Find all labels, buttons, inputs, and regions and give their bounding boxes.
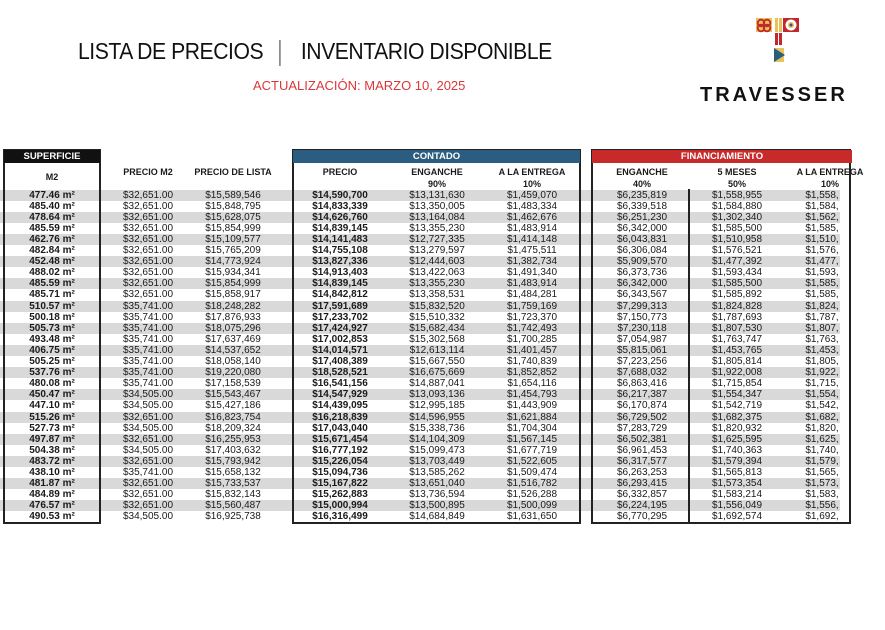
contado-precio-cell: $13,827,336 bbox=[312, 256, 368, 268]
fin-meses-cell: $1,579,394 bbox=[711, 455, 763, 467]
precio-lista-cell: $15,858,917 bbox=[205, 289, 261, 301]
fin-meses-cell: $1,625,595 bbox=[711, 433, 763, 445]
contado-entrega-cell: $1,401,457 bbox=[506, 344, 558, 356]
contado-enganche-cell: $13,350,005 bbox=[409, 200, 465, 212]
contado-enganche-cell: $14,887,041 bbox=[409, 378, 465, 390]
precio-lista-cell: $15,854,999 bbox=[205, 222, 261, 234]
fin-enganche-cell: $5,909,570 bbox=[616, 256, 668, 268]
fin-enganche-cell: $7,230,118 bbox=[617, 322, 667, 334]
contado-precio-cell: $14,547,929 bbox=[312, 389, 368, 401]
contado-precio-cell: $17,424,927 bbox=[312, 322, 368, 334]
contado-enganche-cell: $15,832,520 bbox=[409, 300, 465, 312]
superficie-header: SUPERFICIE bbox=[4, 150, 100, 163]
contado-precio-cell: $14,590,700 bbox=[312, 189, 368, 201]
contado-enganche-cell: $13,358,531 bbox=[409, 289, 465, 301]
contado-entrega-pct: 10% bbox=[522, 179, 541, 189]
contado-entrega-cell: $1,462,676 bbox=[506, 211, 558, 223]
fin-enganche-cell: $6,293,415 bbox=[616, 478, 668, 490]
fin-meses-cell: $1,573,354 bbox=[711, 478, 763, 490]
fin-enganche-header: ENGANCHE bbox=[616, 167, 668, 177]
page-title bbox=[78, 38, 552, 66]
superficie-cell: 485.40 m² bbox=[29, 200, 75, 212]
fin-enganche-cell: $6,961,453 bbox=[616, 444, 668, 456]
contado-precio-cell: $14,439,095 bbox=[312, 400, 368, 412]
superficie-cell: 447.10 m² bbox=[29, 400, 75, 412]
fin-meses-cell: $1,715,854 bbox=[711, 378, 763, 390]
contado-enganche-cell: $13,422,063 bbox=[409, 267, 465, 279]
precio-m2-cell: $32,651.00 bbox=[122, 233, 174, 245]
fin-entrega-cell: $1,807, bbox=[805, 322, 839, 334]
fin-meses-cell: $1,585,500 bbox=[711, 222, 763, 234]
contado-enganche-cell: $12,444,603 bbox=[409, 256, 465, 268]
contado-enganche-cell: $14,104,309 bbox=[409, 433, 465, 445]
contado-enganche-cell: $15,338,736 bbox=[409, 422, 465, 434]
fin-entrega-cell: $1,558, bbox=[805, 189, 839, 201]
precio-lista-cell: $15,560,487 bbox=[205, 500, 261, 512]
fin-entrega-cell: $1,715, bbox=[805, 378, 839, 390]
contado-entrega-cell: $1,621,884 bbox=[506, 411, 558, 423]
superficie-cell: 480.08 m² bbox=[29, 378, 75, 390]
contado-entrega-cell: $1,723,370 bbox=[506, 311, 558, 323]
precio-lista-cell: $14,537,652 bbox=[205, 344, 261, 356]
fin-meses-cell: $1,787,693 bbox=[711, 311, 763, 323]
precio-m2-cell: $32,651.00 bbox=[122, 256, 174, 268]
contado-precio-cell: $18,528,521 bbox=[312, 367, 368, 379]
contado-precio-cell: $14,913,403 bbox=[312, 267, 368, 279]
fin-entrega-cell: $1,510, bbox=[805, 233, 839, 245]
contado-entrega-cell: $1,654,116 bbox=[507, 378, 557, 390]
superficie-cell: 515.26 m² bbox=[29, 411, 75, 423]
superficie-cell: 476.57 m² bbox=[29, 500, 75, 512]
fin-enganche-cell: $7,150,773 bbox=[616, 311, 668, 323]
contado-entrega-cell: $1,483,914 bbox=[506, 278, 558, 290]
fin-enganche-cell: $6,342,000 bbox=[616, 278, 668, 290]
contado-entrega-cell: $1,484,281 bbox=[506, 289, 558, 301]
contado-precio-cell: $14,755,108 bbox=[312, 245, 368, 256]
superficie-cell: 477.46 m² bbox=[29, 189, 75, 201]
precio-lista-cell: $15,733,537 bbox=[205, 478, 261, 490]
contado-enganche-cell: $13,355,230 bbox=[409, 222, 465, 234]
precio-m2-cell: $32,651.00 bbox=[122, 289, 174, 301]
contado-enganche-cell: $15,302,568 bbox=[409, 333, 465, 345]
contado-precio-cell: $15,262,883 bbox=[312, 489, 368, 501]
contado-enganche-cell: $15,667,550 bbox=[409, 356, 465, 367]
contado-precio-cell: $14,839,145 bbox=[312, 278, 368, 290]
superficie-cell: 505.25 m² bbox=[29, 356, 75, 367]
contado-enganche-cell: $16,675,669 bbox=[409, 367, 465, 379]
title-divider bbox=[280, 40, 281, 66]
precio-lista-cell: $15,628,075 bbox=[205, 211, 261, 223]
superficie-cell: 452.48 m² bbox=[29, 256, 75, 268]
travesser-logo-icon bbox=[756, 18, 812, 78]
contado-enganche-cell: $12,613,114 bbox=[409, 344, 465, 356]
contado-entrega-cell: $1,483,334 bbox=[506, 200, 558, 212]
precio-m2-cell: $32,651.00 bbox=[122, 267, 174, 279]
fin-enganche-cell: $6,770,295 bbox=[616, 511, 668, 523]
precio-lista-cell: $16,823,754 bbox=[205, 411, 261, 423]
precio-lista-cell: $15,589,546 bbox=[205, 189, 261, 201]
contado-precio-cell: $14,141,483 bbox=[312, 233, 368, 245]
superficie-cell: 481.87 m² bbox=[29, 478, 75, 490]
superficie-cell: 478.64 m² bbox=[29, 211, 75, 223]
fin-meses-cell: $1,583,214 bbox=[711, 489, 763, 501]
precio-lista-cell: $15,658,132 bbox=[205, 467, 261, 478]
superficie-cell: 505.73 m² bbox=[29, 322, 75, 334]
fin-enganche-cell: $6,224,195 bbox=[616, 500, 668, 512]
brand-name: TRAVESSER bbox=[700, 84, 848, 106]
fin-meses-cell: $1,692,574 bbox=[711, 511, 763, 523]
contado-entrega-cell: $1,522,605 bbox=[506, 455, 558, 467]
contado-enganche-header: ENGANCHE bbox=[411, 167, 463, 177]
fin-entrega-cell: $1,585, bbox=[805, 289, 839, 301]
contado-precio-cell: $16,218,839 bbox=[312, 411, 368, 423]
contado-entrega-cell: $1,509,474 bbox=[506, 467, 558, 478]
precio-lista-cell: $15,854,999 bbox=[205, 278, 261, 290]
contado-entrega-cell: $1,704,304 bbox=[506, 422, 558, 434]
contado-precio-cell: $17,591,689 bbox=[312, 300, 368, 312]
fin-meses-cell: $1,558,955 bbox=[711, 189, 763, 201]
contado-enganche-cell: $13,093,136 bbox=[409, 389, 465, 401]
precio-m2-cell: $32,651.00 bbox=[122, 433, 174, 445]
contado-entrega-cell: $1,459,070 bbox=[506, 189, 558, 201]
contado-enganche-cell: $13,279,597 bbox=[409, 245, 465, 256]
fin-enganche-cell: $5,815,061 bbox=[616, 344, 668, 356]
contado-entrega-header: A LA ENTREGA bbox=[498, 167, 566, 177]
fin-entrega-cell: $1,682, bbox=[805, 411, 839, 423]
fin-meses-cell: $1,805,814 bbox=[711, 356, 763, 367]
fin-meses-cell: $1,542,719 bbox=[711, 400, 763, 412]
contado-entrega-cell: $1,516,782 bbox=[506, 478, 558, 490]
title-inventory: INVENTARIO DISPONIBLE bbox=[300, 38, 552, 64]
contado-header: CONTADO bbox=[293, 150, 580, 163]
superficie-cell: 485.59 m² bbox=[29, 222, 75, 234]
contado-entrega-cell: $1,526,288 bbox=[506, 489, 558, 501]
fin-meses-cell: $1,585,892 bbox=[711, 289, 763, 301]
precio-m2-cell: $35,741.00 bbox=[122, 467, 174, 478]
precio-m2-cell: $32,651.00 bbox=[122, 489, 174, 501]
superficie-cell: 504.38 m² bbox=[29, 444, 75, 456]
precio-m2-cell: $32,651.00 bbox=[122, 455, 174, 467]
superficie-cell: 482.84 m² bbox=[29, 245, 75, 256]
precio-m2-cell: $35,741.00 bbox=[122, 311, 174, 323]
contado-precio-cell: $15,671,454 bbox=[312, 433, 368, 445]
superficie-cell: 488.02 m² bbox=[29, 267, 75, 279]
precio-lista-cell: $18,248,282 bbox=[205, 300, 261, 312]
precio-m2-cell: $34,505.00 bbox=[122, 422, 174, 434]
fin-entrega-cell: $1,565, bbox=[805, 467, 839, 478]
fin-entrega-cell: $1,562, bbox=[805, 211, 839, 223]
contado-enganche-cell: $12,995,185 bbox=[409, 400, 465, 412]
fin-meses-cell: $1,453,765 bbox=[711, 344, 763, 356]
fin-enganche-cell: $6,342,000 bbox=[616, 222, 668, 234]
title-price-list: LISTA DE PRECIOS bbox=[78, 38, 264, 64]
contado-entrega-cell: $1,491,340 bbox=[506, 267, 558, 279]
contado-precio-cell: $14,839,145 bbox=[312, 222, 368, 234]
fin-enganche-cell: $6,251,230 bbox=[616, 211, 668, 223]
fin-enganche-cell: $6,339,518 bbox=[616, 200, 668, 212]
fin-entrega-cell: $1,584, bbox=[805, 200, 839, 212]
contado-precio-cell: $14,014,571 bbox=[312, 344, 368, 356]
superficie-cell: 493.48 m² bbox=[29, 333, 75, 345]
precio-lista-cell: $17,876,933 bbox=[205, 311, 261, 323]
precio-lista-cell: $19,220,080 bbox=[205, 367, 261, 379]
precio-m2-cell: $32,651.00 bbox=[122, 200, 174, 212]
fin-entrega-pct: 10% bbox=[820, 179, 839, 189]
contado-enganche-cell: $13,736,594 bbox=[409, 489, 465, 501]
precio-lista-cell: $15,793,942 bbox=[205, 455, 261, 467]
contado-precio-header: PRECIO bbox=[322, 167, 358, 177]
fin-entrega-cell: $1,692, bbox=[805, 511, 839, 523]
precio-m2-cell: $35,741.00 bbox=[122, 322, 174, 334]
fin-enganche-cell: $6,306,084 bbox=[616, 245, 668, 256]
contado-entrega-cell: $1,742,493 bbox=[506, 322, 558, 334]
contado-enganche-cell: $13,131,630 bbox=[409, 189, 465, 201]
contado-precio-cell: $14,842,812 bbox=[312, 289, 368, 301]
precio-lista-cell: $17,403,632 bbox=[205, 444, 261, 456]
contado-precio-cell: $15,167,822 bbox=[312, 478, 368, 490]
fin-enganche-cell: $6,332,857 bbox=[616, 489, 668, 501]
contado-precio-cell: $15,226,054 bbox=[312, 455, 368, 467]
superficie-cell: 438.10 m² bbox=[29, 467, 75, 478]
fin-enganche-cell: $6,235,819 bbox=[616, 189, 668, 201]
contado-precio-cell: $14,626,760 bbox=[312, 211, 368, 223]
contado-enganche-cell: $14,684,849 bbox=[409, 511, 465, 523]
precio-lista-cell: $16,255,953 bbox=[205, 433, 261, 445]
precio-lista-cell: $15,848,795 bbox=[205, 200, 261, 212]
precio-m2-header: PRECIO M2 bbox=[123, 167, 173, 177]
superficie-cell: 490.53 m² bbox=[29, 511, 75, 523]
superficie-cell: 484.89 m² bbox=[29, 489, 75, 501]
fin-enganche-cell: $6,373,736 bbox=[616, 267, 668, 279]
superficie-cell: 462.76 m² bbox=[29, 233, 75, 245]
precio-m2-cell: $35,741.00 bbox=[122, 344, 174, 356]
precio-m2-cell: $34,505.00 bbox=[122, 511, 174, 523]
fin-meses-cell: $1,593,434 bbox=[711, 267, 763, 279]
fin-meses-cell: $1,477,392 bbox=[711, 256, 763, 268]
contado-enganche-cell: $13,164,084 bbox=[409, 211, 465, 223]
precio-lista-cell: $17,637,469 bbox=[205, 333, 261, 345]
fin-enganche-cell: $6,217,387 bbox=[616, 389, 668, 401]
fin-entrega-cell: $1,763, bbox=[805, 333, 839, 345]
contado-enganche-cell: $12,727,335 bbox=[409, 233, 465, 245]
fin-enganche-pct: 40% bbox=[632, 179, 651, 189]
contado-enganche-pct: 90% bbox=[427, 179, 446, 189]
contado-precio-cell: $16,541,156 bbox=[312, 378, 368, 390]
fin-enganche-cell: $6,263,253 bbox=[616, 467, 668, 478]
precio-m2-cell: $35,741.00 bbox=[122, 333, 174, 345]
precio-lista-cell: $15,934,341 bbox=[205, 267, 261, 279]
fin-enganche-cell: $6,317,577 bbox=[616, 455, 668, 467]
precio-lista-cell: $17,158,539 bbox=[205, 378, 261, 390]
fin-meses-header: 5 MESES bbox=[717, 167, 757, 177]
superficie-cell: 500.18 m² bbox=[29, 311, 75, 323]
precio-m2-cell: $32,651.00 bbox=[122, 500, 174, 512]
contado-enganche-cell: $15,510,332 bbox=[409, 311, 465, 323]
fin-entrega-cell: $1,805, bbox=[805, 356, 839, 367]
contado-entrega-cell: $1,567,145 bbox=[506, 433, 558, 445]
contado-entrega-cell: $1,454,793 bbox=[506, 389, 558, 401]
fin-meses-pct: 50% bbox=[727, 179, 746, 189]
fin-enganche-cell: $6,729,502 bbox=[616, 411, 668, 423]
fin-entrega-cell: $1,573, bbox=[805, 478, 839, 490]
fin-entrega-cell: $1,824, bbox=[805, 300, 839, 312]
superficie-cell: 485.71 m² bbox=[29, 289, 75, 301]
precio-lista-cell: $18,209,324 bbox=[205, 422, 261, 434]
precio-m2-cell: $32,651.00 bbox=[122, 478, 174, 490]
fin-enganche-cell: $7,688,032 bbox=[616, 367, 668, 379]
precio-m2-cell: $35,741.00 bbox=[122, 300, 174, 312]
precio-m2-cell: $32,651.00 bbox=[122, 189, 174, 201]
contado-entrega-cell: $1,443,909 bbox=[506, 400, 558, 412]
precio-lista-cell: $15,765,209 bbox=[205, 245, 261, 256]
precio-lista-cell: $15,427,186 bbox=[205, 400, 261, 412]
contado-enganche-cell: $13,355,230 bbox=[409, 278, 465, 290]
superficie-cell: 527.73 m² bbox=[29, 422, 75, 434]
fin-meses-cell: $1,302,340 bbox=[711, 211, 763, 223]
precio-lista-cell: $18,075,296 bbox=[205, 322, 261, 334]
fin-meses-cell: $1,824,828 bbox=[711, 300, 763, 312]
fin-entrega-cell: $1,787, bbox=[805, 311, 839, 323]
fin-entrega-cell: $1,477, bbox=[805, 256, 839, 268]
fin-enganche-cell: $6,043,831 bbox=[616, 233, 668, 245]
contado-precio-cell: $17,408,389 bbox=[312, 356, 368, 367]
financiamiento-header: FINANCIAMIENTO bbox=[592, 150, 852, 163]
contado-precio-cell: $15,000,994 bbox=[312, 500, 368, 512]
contado-enganche-cell: $15,099,473 bbox=[409, 444, 465, 456]
precio-m2-cell: $32,651.00 bbox=[122, 245, 174, 256]
fin-meses-cell: $1,820,932 bbox=[711, 422, 763, 434]
contado-enganche-cell: $13,651,040 bbox=[409, 478, 465, 490]
precio-m2-cell: $32,651.00 bbox=[122, 222, 174, 234]
fin-enganche-cell: $6,863,416 bbox=[616, 378, 668, 390]
contado-entrega-cell: $1,382,734 bbox=[506, 256, 558, 268]
fin-entrega-cell: $1,625, bbox=[805, 433, 839, 445]
update-date: ACTUALIZACIÓN: MARZO 10, 2025 bbox=[253, 78, 466, 93]
contado-precio-cell: $17,043,040 bbox=[312, 422, 368, 434]
precio-m2-cell: $32,651.00 bbox=[122, 278, 174, 290]
contado-precio-cell: $16,316,499 bbox=[312, 511, 368, 523]
precio-m2-cell: $34,505.00 bbox=[122, 400, 174, 412]
superficie-cell: 483.72 m² bbox=[29, 455, 75, 467]
fin-entrega-cell: $1,453, bbox=[805, 344, 839, 356]
m2-header: M2 bbox=[45, 172, 59, 182]
fin-entrega-cell: $1,542, bbox=[805, 400, 839, 412]
fin-entrega-header: A LA ENTREGA bbox=[796, 167, 864, 177]
fin-entrega-cell: $1,579, bbox=[805, 455, 839, 467]
contado-entrega-cell: $1,631,650 bbox=[506, 511, 558, 523]
fin-meses-cell: $1,584,880 bbox=[711, 200, 763, 212]
fin-meses-cell: $1,585,500 bbox=[711, 278, 763, 290]
superficie-cell: 497.87 m² bbox=[29, 433, 75, 445]
fin-meses-cell: $1,554,347 bbox=[711, 389, 763, 401]
fin-meses-cell: $1,763,747 bbox=[711, 333, 763, 345]
precio-lista-cell: $18,058,140 bbox=[205, 356, 261, 367]
contado-enganche-cell: $13,500,895 bbox=[409, 500, 465, 512]
contado-entrega-cell: $1,677,719 bbox=[506, 444, 558, 456]
fin-enganche-cell: $6,170,874 bbox=[616, 400, 668, 412]
fin-entrega-cell: $1,583, bbox=[805, 489, 839, 501]
fin-meses-cell: $1,682,375 bbox=[711, 411, 763, 423]
contado-enganche-cell: $14,596,955 bbox=[409, 411, 465, 423]
contado-precio-cell: $14,833,339 bbox=[312, 200, 368, 212]
contado-precio-cell: $17,233,702 bbox=[312, 311, 368, 323]
precio-lista-cell: $14,773,924 bbox=[205, 256, 261, 268]
fin-entrega-cell: $1,820, bbox=[805, 422, 839, 434]
precio-lista-cell: $16,925,738 bbox=[205, 511, 261, 523]
contado-enganche-cell: $15,682,434 bbox=[409, 322, 465, 334]
fin-meses-cell: $1,565,813 bbox=[711, 467, 763, 478]
fin-meses-cell: $1,807,530 bbox=[711, 322, 763, 334]
fin-enganche-cell: $6,343,567 bbox=[616, 289, 668, 301]
contado-entrega-cell: $1,475,511 bbox=[507, 245, 557, 256]
fin-meses-cell: $1,556,049 bbox=[711, 500, 763, 512]
fin-entrega-cell: $1,740, bbox=[805, 444, 839, 456]
contado-precio-cell: $15,094,736 bbox=[312, 467, 368, 478]
fin-meses-cell: $1,576,521 bbox=[711, 245, 763, 256]
fin-entrega-cell: $1,593, bbox=[805, 267, 839, 279]
precio-lista-cell: $15,109,577 bbox=[205, 233, 261, 245]
precio-lista-cell: $15,832,143 bbox=[205, 489, 261, 501]
fin-entrega-cell: $1,556, bbox=[805, 500, 839, 512]
precio-lista-cell: $15,543,467 bbox=[205, 389, 261, 401]
contado-entrega-cell: $1,414,148 bbox=[506, 233, 558, 245]
fin-enganche-cell: $7,283,729 bbox=[616, 422, 668, 434]
fin-entrega-cell: $1,576, bbox=[805, 245, 839, 256]
superficie-cell: 537.76 m² bbox=[29, 367, 75, 379]
precio-m2-cell: $34,505.00 bbox=[122, 389, 174, 401]
precio-m2-cell: $32,651.00 bbox=[122, 211, 174, 223]
contado-entrega-cell: $1,740,839 bbox=[506, 356, 558, 367]
precio-m2-cell: $34,505.00 bbox=[122, 444, 174, 456]
fin-meses-cell: $1,510,958 bbox=[711, 233, 763, 245]
contado-entrega-cell: $1,759,169 bbox=[506, 300, 558, 312]
contado-entrega-cell: $1,483,914 bbox=[506, 222, 558, 234]
fin-meses-cell: $1,740,363 bbox=[711, 444, 763, 456]
fin-meses-cell: $1,922,008 bbox=[711, 367, 763, 379]
precio-m2-cell: $35,741.00 bbox=[122, 356, 174, 367]
fin-entrega-cell: $1,585, bbox=[805, 278, 839, 290]
precio-m2-cell: $35,741.00 bbox=[122, 367, 174, 379]
fin-enganche-cell: $7,054,987 bbox=[616, 333, 668, 345]
contado-precio-cell: $17,002,853 bbox=[312, 333, 368, 345]
contado-precio-cell: $16,777,192 bbox=[312, 444, 368, 456]
contado-entrega-cell: $1,852,852 bbox=[506, 367, 558, 379]
fin-entrega-cell: $1,585, bbox=[805, 222, 839, 234]
contado-entrega-cell: $1,700,285 bbox=[506, 333, 558, 345]
fin-entrega-cell: $1,554, bbox=[805, 389, 839, 401]
precio-lista-header: PRECIO DE LISTA bbox=[194, 167, 272, 177]
contado-enganche-cell: $13,585,262 bbox=[409, 467, 465, 478]
superficie-cell: 510.57 m² bbox=[29, 300, 75, 312]
fin-entrega-cell: $1,922, bbox=[805, 367, 839, 379]
superficie-cell: 485.59 m² bbox=[29, 278, 75, 290]
fin-enganche-cell: $7,299,313 bbox=[616, 300, 668, 312]
fin-enganche-cell: $6,502,381 bbox=[616, 433, 668, 445]
superficie-cell: 450.47 m² bbox=[29, 389, 75, 401]
contado-enganche-cell: $13,703,449 bbox=[409, 455, 465, 467]
precio-m2-cell: $35,741.00 bbox=[122, 378, 174, 390]
contado-entrega-cell: $1,500,099 bbox=[506, 500, 558, 512]
precio-m2-cell: $32,651.00 bbox=[122, 411, 174, 423]
fin-enganche-cell: $7,223,256 bbox=[616, 356, 668, 367]
superficie-cell: 406.75 m² bbox=[29, 344, 75, 356]
